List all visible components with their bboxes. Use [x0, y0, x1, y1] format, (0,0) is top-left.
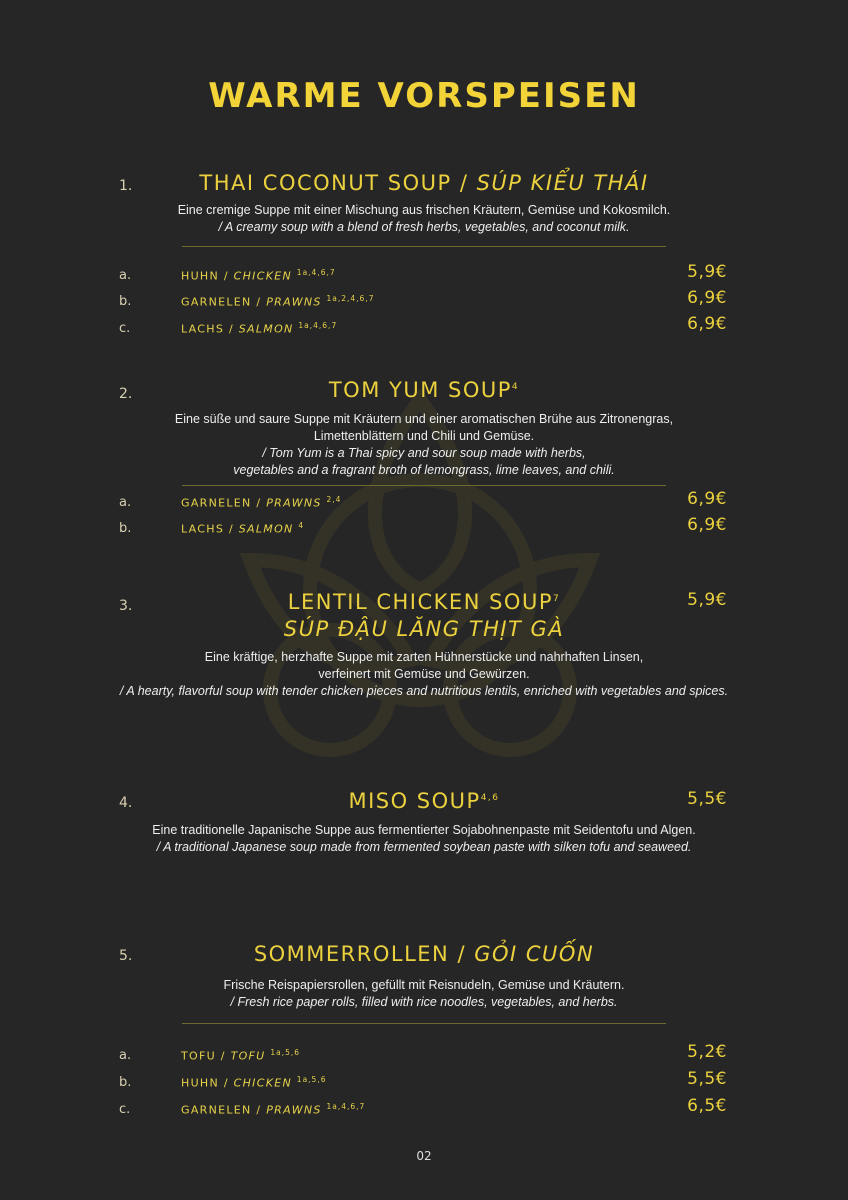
section-description — [60, 649, 788, 700]
item-english: PRAWNS — [266, 1103, 322, 1117]
title-vietnamese: GỎI CUỐN — [474, 942, 595, 966]
description-english: / Fresh rice paper rolls, filled with rice noodles, vegetables, and herbs. — [230, 995, 618, 1009]
menu-item-label — [181, 294, 374, 309]
page-number: 02 — [416, 1149, 432, 1163]
description-english: / Tom Yum is a Thai spicy and sour soup made with herbs, — [262, 446, 586, 460]
item-price: 6,9€ — [687, 489, 727, 509]
title-text: TOM YUM SOUP — [328, 378, 512, 402]
item-letter: b. — [119, 294, 132, 309]
item-price: 5,5€ — [687, 789, 727, 809]
section-number: 5. — [119, 948, 133, 964]
title-separator: / — [451, 171, 477, 195]
divider — [182, 1023, 666, 1024]
item-english: SALMON — [238, 322, 294, 336]
description-german: Frische Reispapiersrollen, gefüllt mit Reisnudeln, Gemüse und Kräutern. — [223, 978, 625, 992]
allergen-codes: 1a,4,6,7 — [326, 1102, 366, 1111]
item-english: SALMON — [238, 522, 294, 536]
title-text: LENTIL CHICKEN SOUP — [287, 590, 553, 614]
section-subtitle-vietnamese — [0, 617, 848, 641]
item-german: LACHS / — [181, 322, 239, 336]
item-german: GARNELEN / — [181, 295, 267, 309]
page-title: WARME VORSPEISEN — [208, 76, 640, 116]
item-letter: c. — [119, 321, 131, 336]
section-description — [60, 411, 788, 479]
item-price: 6,5€ — [687, 1096, 727, 1116]
section-number: 3. — [119, 598, 133, 614]
section-number: 2. — [119, 386, 133, 402]
item-german: LACHS / — [181, 522, 239, 536]
item-price: 5,5€ — [687, 1069, 727, 1089]
item-price: 6,9€ — [687, 288, 727, 308]
title-text: MISO SOUP — [348, 789, 481, 813]
description-german: verfeinert mit Gemüse und Gewürzen. — [318, 667, 530, 681]
section-description — [60, 977, 788, 1011]
section-title — [0, 378, 848, 402]
description-english: / A traditional Japanese soup made from fermented soybean paste with silken tofu and seaweed. — [156, 840, 692, 854]
menu-item-label — [181, 1048, 300, 1063]
allergen-codes: 1a,4,6,7 — [298, 321, 338, 330]
item-price: 5,2€ — [687, 1042, 727, 1062]
item-price: 5,9€ — [687, 262, 727, 282]
title-separator: / — [449, 942, 475, 966]
item-letter: a. — [119, 495, 132, 510]
menu-item-label — [181, 321, 337, 336]
description-english: / A creamy soup with a blend of fresh herbs, vegetables, and coconut milk. — [218, 220, 630, 234]
section-description — [60, 822, 788, 856]
divider — [182, 246, 666, 247]
item-price: 6,9€ — [687, 515, 727, 535]
item-german: HUHN / — [181, 1076, 234, 1090]
item-letter: c. — [119, 1102, 131, 1117]
allergen-codes: 1a,5,6 — [270, 1048, 301, 1057]
description-german: Eine kräftige, herzhafte Suppe mit zarten Hühnerstücke und nahrhaften Linsen, — [204, 650, 644, 664]
item-german: GARNELEN / — [181, 496, 267, 510]
menu-item-label — [181, 268, 336, 283]
item-price: 5,9€ — [687, 590, 727, 610]
description-german: Eine traditionelle Japanische Suppe aus fermentierter Sojabohnenpaste mit Seidentofu und Algen. — [152, 823, 696, 837]
title-vietnamese: SÚP ĐẬU LĂNG THỊT GÀ — [283, 617, 565, 641]
section-title — [0, 171, 848, 195]
section-title — [0, 942, 848, 966]
title-vietnamese: SÚP KIỂU THÁI — [476, 171, 649, 195]
menu-item-label — [181, 521, 304, 536]
section-number: 4. — [119, 795, 133, 811]
allergen-codes: 4 — [298, 521, 305, 530]
title-german: THAI COCONUT SOUP — [199, 171, 452, 195]
allergen-codes: 1a,2,4,6,7 — [326, 294, 375, 303]
allergen-codes: 1a,4,6,7 — [296, 268, 336, 277]
description-german: Limettenblättern und Chili und Gemüse. — [313, 429, 535, 443]
divider — [182, 485, 666, 486]
item-english: CHICKEN — [233, 269, 292, 283]
allergen-codes: 4 — [511, 382, 520, 392]
section-number: 1. — [119, 178, 133, 194]
allergen-codes: 7 — [552, 594, 561, 604]
item-english: TOFU — [230, 1049, 266, 1063]
description-english: vegetables and a fragrant broth of lemongrass, lime leaves, and chili. — [233, 463, 615, 477]
item-letter: b. — [119, 521, 132, 536]
allergen-codes: 2,4 — [326, 495, 342, 504]
item-german: GARNELEN / — [181, 1103, 267, 1117]
item-letter: a. — [119, 268, 132, 283]
item-german: TOFU / — [181, 1049, 231, 1063]
item-english: PRAWNS — [266, 496, 322, 510]
title-german: SOMMERROLLEN — [253, 942, 450, 966]
description-german: Eine süße und saure Suppe mit Kräutern und einer aromatischen Brühe aus Zitronengras, — [174, 412, 674, 426]
menu-item-label — [181, 1075, 326, 1090]
item-letter: a. — [119, 1048, 132, 1063]
section-description — [60, 202, 788, 236]
allergen-codes: 1a,5,6 — [296, 1075, 327, 1084]
description-english: / A hearty, flavorful soup with tender chicken pieces and nutritious lentils, enriched with vegetables and spices. — [119, 684, 729, 698]
item-price: 6,9€ — [687, 314, 727, 334]
allergen-codes: 4,6 — [480, 793, 500, 803]
item-letter: b. — [119, 1075, 132, 1090]
item-english: PRAWNS — [266, 295, 322, 309]
menu-item-label — [181, 1102, 365, 1117]
item-german: HUHN / — [181, 269, 234, 283]
menu-item-label — [181, 495, 341, 510]
description-german: Eine cremige Suppe mit einer Mischung aus frischen Kräutern, Gemüse und Kokosmilch. — [177, 203, 671, 217]
item-english: CHICKEN — [233, 1076, 292, 1090]
